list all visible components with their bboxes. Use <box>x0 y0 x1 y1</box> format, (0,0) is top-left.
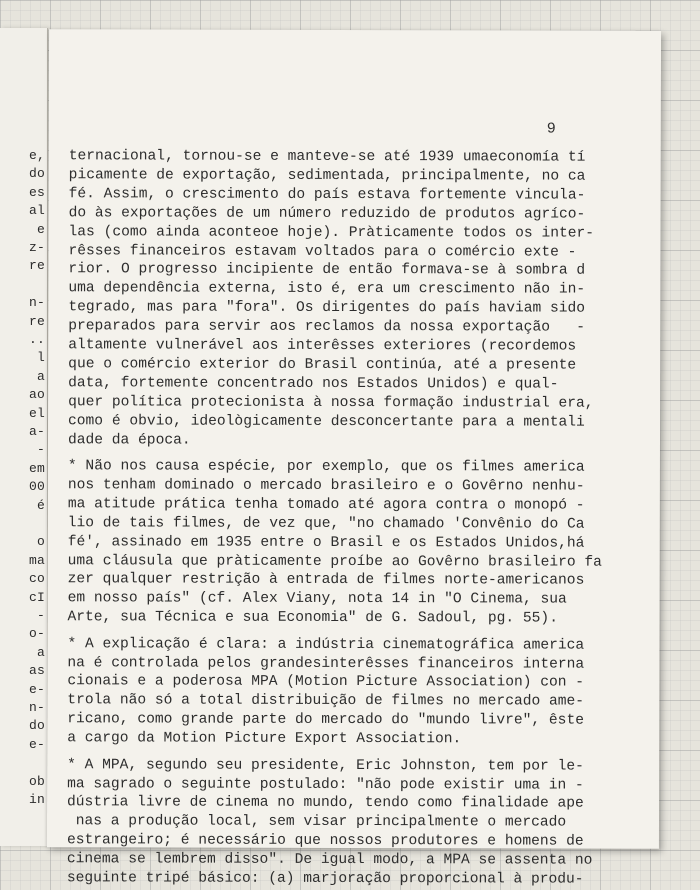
text-line: estrangeiro; é necessário que nossos produtores e homens de <box>66 832 584 850</box>
text-line: que o comércio exterior do Brasil continúa, até a presente <box>68 356 577 374</box>
text-line: ternacional, tornou-se e manteve-se até 1939 umaeconomía tí <box>68 148 586 166</box>
text-line: seguinte tripé básico: (a) marjoração proporcional à produ- <box>66 870 584 888</box>
text-line: cionais e a poderosa MPA (Motion Picture Association) con - <box>67 673 585 692</box>
text-line: picamente de exportação, sedimentada, principalmente, no ca <box>68 167 586 185</box>
text-line: * A explicação é clara: a indústria cinematográfica america <box>67 635 585 654</box>
left-page-fragment: n- <box>28 295 45 311</box>
text-line: lio de tais filmes, de vez que, "no chamado 'Convênio do Ca <box>67 514 585 533</box>
text-line: quer política protecionista à nossa formação industrial era, <box>68 394 594 412</box>
left-page-fragment: a <box>36 368 45 384</box>
text-line: cinema se lembrem disso". De igual modo, a MPA se assenta no <box>66 851 593 869</box>
text-line: fé', assinado em 1935 entre o Brasil e os Estados Unidos,há <box>67 533 585 552</box>
left-page-fragment: o- <box>28 626 45 642</box>
left-page-fragment: z- <box>28 240 45 255</box>
text-line: tegrado, mas para "fora". Os dirigentes do país haviam sido <box>68 299 586 317</box>
text-line: las (como ainda aconteoe hoje). Pràticamente todos os inter- <box>68 223 595 242</box>
left-page-fragment: el <box>28 405 45 421</box>
left-page-fragment: re <box>28 313 45 329</box>
text-line: rior. O progresso incipiente de então formava-se à sombra d <box>68 261 586 280</box>
left-page-fragment: co <box>28 571 45 587</box>
left-page-fragment: re <box>28 258 45 274</box>
text-line: nas a produção local, sem visar principalmente o mercado <box>66 813 567 831</box>
text-line: uma cláusula que pràticamente proíbe ao Govêrno brasileiro fa <box>67 552 602 571</box>
text-line: * A MPA, segundo seu presidente, Eric Johnston, tem por le- <box>67 756 584 775</box>
text-line: * Não nos causa espécie, por exemplo, que os filmes america <box>67 458 585 476</box>
left-page-fragment: e, <box>28 148 45 163</box>
body-text <box>66 147 602 889</box>
text-line: ma sagrado o seguinte postulado: "não pode existir uma in - <box>67 775 584 794</box>
left-page-fragment: - <box>36 442 45 458</box>
left-page-fragment: é <box>36 497 45 513</box>
text-line: a cargo da Motion Picture Export Association. <box>67 730 462 748</box>
left-page-fragment: a <box>36 644 45 660</box>
left-page-fragment: e- <box>28 681 45 697</box>
left-page-fragment: - <box>36 608 45 623</box>
document-page <box>47 29 661 888</box>
text-line: uma dependência externa, isto é, era um crescimento não in- <box>68 280 586 298</box>
page-number: 9 <box>546 120 556 138</box>
paragraph <box>67 147 595 451</box>
left-page-fragment: es <box>28 184 45 200</box>
text-line: Arte, sua Técnica e sua Economia" de G. Sadoul, pg. 55). <box>67 609 558 627</box>
left-page-fragment: e- <box>28 736 45 752</box>
left-page-fragment: o <box>36 534 45 550</box>
paragraph <box>67 457 602 628</box>
text-line: zer qualquer restrição à entrada de filmes norte-americanos <box>67 571 585 590</box>
paragraph <box>67 635 585 750</box>
text-line: trola não só a total distribuição de filmes no mercado ame- <box>67 692 585 710</box>
left-page-fragment: e <box>36 221 45 237</box>
text-line: ricano, como grande parte do mercado do "mundo livre", êste <box>67 711 584 729</box>
left-page-fragment: as <box>28 663 45 679</box>
left-page-fragment: .. <box>28 332 45 347</box>
text-line: preparados para servir aos reclamos da nossa exportação - <box>68 318 586 336</box>
left-page-fragment: in <box>28 792 45 807</box>
text-line: ma atitude prática tenha tomado até agora contra o monopó - <box>67 496 585 514</box>
left-page-fragment: a- <box>28 424 45 439</box>
left-page-fragment: 00 <box>28 479 45 495</box>
text-line: altamente vulnerável aos interêsses exteriores (recordemos <box>68 337 577 355</box>
previous-page-edge <box>0 28 48 846</box>
left-page-fragment: em <box>28 460 45 476</box>
left-page-fragment: do <box>28 718 45 734</box>
text-line: em nosso país" (cf. Alex Viany, nota 14 in "O Cinema, sua <box>67 590 567 608</box>
paragraph <box>66 756 593 890</box>
text-line: rêsses financeiros estavam voltados para o comércio exte - <box>68 242 577 261</box>
left-page-fragment: ma <box>28 552 45 568</box>
left-page-fragment: l <box>36 350 45 366</box>
left-page-fragment: do <box>28 166 45 182</box>
left-page-fragment: n- <box>28 700 45 715</box>
left-page-fragment: ao <box>28 387 45 403</box>
text-line: nos tenham dominado o mercado brasileiro e o Govêrno nenhu- <box>67 477 585 495</box>
text-line: como é obvio, ideològicamente desconcertante para a mentali <box>68 412 585 431</box>
left-page-fragment: cI <box>28 589 45 605</box>
text-line: na é controlada pelos grandesinterêsses financeiros interna <box>67 654 585 673</box>
left-page-fragment: ob <box>28 773 45 789</box>
text-line: dade da época. <box>67 431 191 449</box>
text-line: do às exportações de um número reduzido de produtos agríco- <box>68 204 586 223</box>
text-line: dústria livre de cinema no mundo, tendo como finalidade ape <box>67 794 584 813</box>
left-page-fragment: al <box>28 203 45 219</box>
text-line: fé. Assim, o crescimento do país estava fortemente vincula- <box>68 186 586 204</box>
text-line: data, fortemente concentrado nos Estados Unidos) e qual- <box>68 375 559 393</box>
